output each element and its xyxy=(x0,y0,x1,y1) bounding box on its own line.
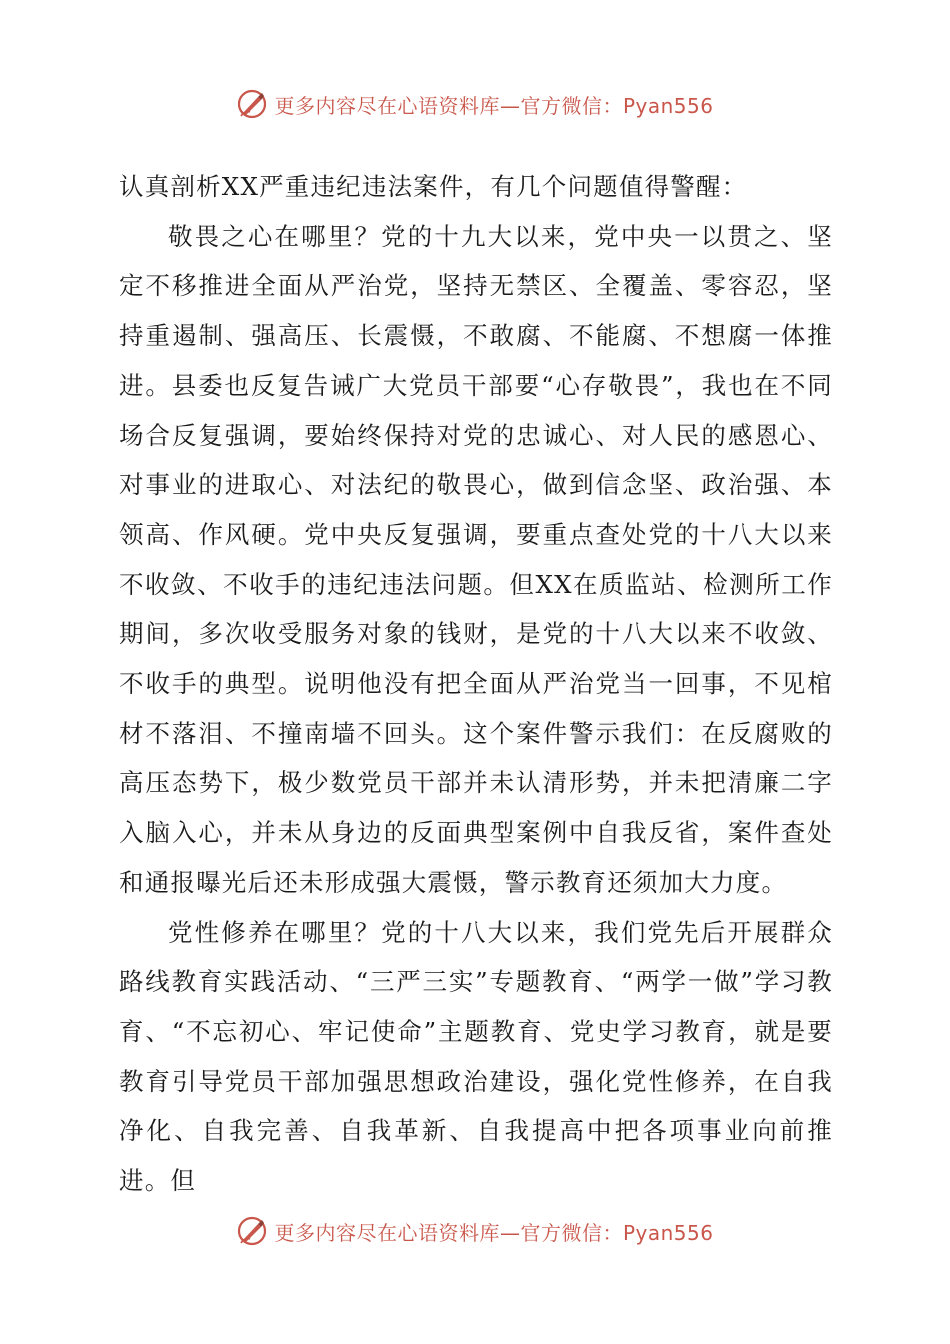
intro-paragraph: 认真剖析XX严重违纪违法案件，有几个问题值得警醒： xyxy=(119,172,748,201)
paragraph-party-spirit: 党性修养在哪里？党的十八大以来，我们党先后开展群众路线教育实践活动、“三严三实”专题教育、“两学一做”学习教育、“不忘初心、牢记使命”主题教育、党史学习教育，就是要教育引导党员干部加强思想政治建设，强化党性修养，在自我净化、自我完善、自我革新、自我提高中把各项事业向前推进。但 xyxy=(119,917,833,1196)
watermark-text: 更多内容尽在心语资料库—官方微信：Pyan556 xyxy=(274,93,714,118)
pen-logo-icon xyxy=(236,88,268,120)
document-body xyxy=(119,162,833,1206)
pen-logo-icon xyxy=(236,1215,268,1247)
watermark-footer xyxy=(0,1211,950,1251)
paragraph-reverence: 敬畏之心在哪里？党的十九大以来，党中央一以贯之、坚定不移推进全面从严治党，坚持无禁区、全覆盖、零容忍，坚持重遏制、强高压、长震慑，不敢腐、不能腐、不想腐一体推进。县委也反复告诫广大党员干部要“心存敬畏”，我也在不同场合反复强调，要始终保持对党的忠诚心、对人民的感恩心、对事业的进取心、对法纪的敬畏心，做到信念坚、政治强、本领高、作风硬。党中央反复强调，要重点查处党的十八大以来不收敛、不收手的违纪违法问题。但XX在质监站、检测所工作期间，多次收受服务对象的钱财，是党的十八大以来不收敛、不收手的典型。说明他没有把全面从严治党当一回事，不见棺材不落泪、不撞南墙不回头。这个案件警示我们：在反腐败的高压态势下，极少数党员干部并未认清形势，并未把清廉二字入脑入心，并未从身边的反面典型案例中自我反省，案件查处和通报曝光后还未形成强大震慑，警示教育还须加大力度。 xyxy=(119,221,833,897)
watermark-header xyxy=(0,84,950,124)
watermark-text: 更多内容尽在心语资料库—官方微信：Pyan556 xyxy=(274,1220,714,1245)
